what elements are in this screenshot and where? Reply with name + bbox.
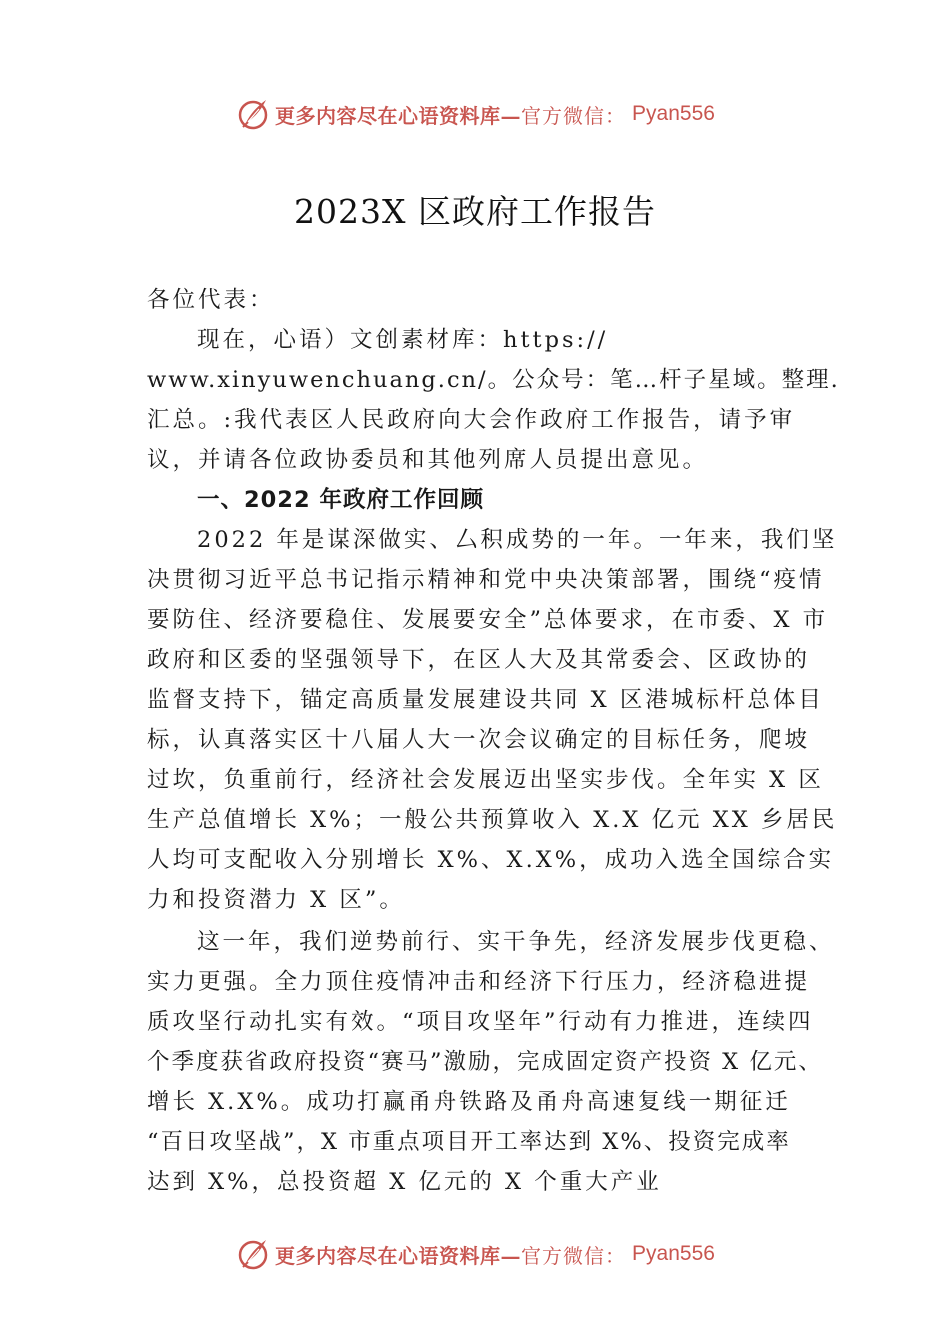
paragraph-line: 要防住、经济要稳住、发展要安全”总体要求，在市委、X 市 bbox=[147, 607, 829, 633]
paragraph-line: 现在，心语）文创素材库：https:// bbox=[197, 327, 609, 353]
watermark-wechat-label: 官方微信： bbox=[521, 1243, 627, 1268]
paragraph-line: 标，认真落实区十八届人大一次会议确定的目标任务，爬坡 bbox=[147, 727, 811, 753]
paragraph-line: “百日攻坚战”，X 市重点项目开工率达到 X%、投资完成率 bbox=[147, 1129, 791, 1155]
paragraph-line: 质攻坚行动扎实有效。“项目攻坚年”行动有力推进，连续四 bbox=[147, 1009, 814, 1035]
paragraph-line: 实力更强。全力顶住疫情冲击和经济下行压力，经济稳进提 bbox=[147, 969, 811, 995]
paragraph-line: 过坎，负重前行，经济社会发展迈出坚实步伐。全年实 X 区 bbox=[147, 767, 824, 793]
watermark-wechat-label: 官方微信： bbox=[521, 103, 627, 128]
feather-quill-icon bbox=[235, 1236, 271, 1272]
watermark-banner-bottom bbox=[0, 1234, 950, 1274]
paragraph-line: 力和投资潜力 X 区”。 bbox=[147, 887, 405, 913]
watermark-text: 更多内容尽在心语资料库— bbox=[275, 1243, 522, 1268]
paragraph-line: 生产总值增长 X%；一般公共预算收入 X.X 亿元 XX 乡居民 bbox=[147, 807, 838, 833]
watermark-wechat-id: Pyan556 bbox=[632, 102, 715, 125]
document-body bbox=[147, 280, 840, 1202]
feather-quill-icon bbox=[235, 96, 271, 132]
paragraph-line: 个季度获省政府投资“赛马”激励，完成固定资产投资 X 亿元、 bbox=[147, 1049, 823, 1075]
paragraph-line: 达到 X%，总投资超 X 亿元的 X 个重大产业 bbox=[147, 1169, 662, 1195]
watermark-text: 更多内容尽在心语资料库— bbox=[275, 103, 522, 128]
paragraph-line: www.xinyuwenchuang.cn/。公众号：笔…杆子星域。整理. bbox=[147, 367, 840, 393]
watermark-wechat-id: Pyan556 bbox=[632, 1242, 715, 1265]
paragraph-line: 汇总。:我代表区人民政府向大会作政府工作报告，请予审 bbox=[147, 407, 796, 433]
paragraph-line: 2022 年是谋深做实、厶积成势的一年。一年来，我们坚 bbox=[197, 527, 838, 553]
document-title: 2023X 区政府工作报告 bbox=[294, 192, 656, 231]
salutation: 各位代表： bbox=[147, 287, 275, 313]
paragraph-line: 议，并请各位政协委员和其他列席人员提出意见。 bbox=[147, 447, 709, 473]
paragraph-line: 这一年，我们逆势前行、实干争先，经济发展步伐更稳、 bbox=[197, 929, 835, 955]
paragraph-line: 决贯彻习近平总书记指示精神和党中央决策部署，围绕“疫情 bbox=[147, 567, 825, 593]
paragraph-line: 增长 X.X%。成功打赢甬舟铁路及甬舟高速复线一期征迁 bbox=[147, 1089, 791, 1115]
watermark-banner-top bbox=[0, 94, 950, 134]
section-heading: 一、2022 年政府工作回顾 bbox=[197, 487, 484, 513]
paragraph-line: 监督支持下，锚定高质量发展建设共同 X 区港城标杆总体目 bbox=[147, 687, 824, 713]
paragraph-line: 政府和区委的坚强领导下，在区人大及其常委会、区政协的 bbox=[147, 647, 811, 673]
paragraph-line: 人均可支配收入分别增长 X%、X.X%，成功入选全国综合实 bbox=[147, 847, 835, 873]
